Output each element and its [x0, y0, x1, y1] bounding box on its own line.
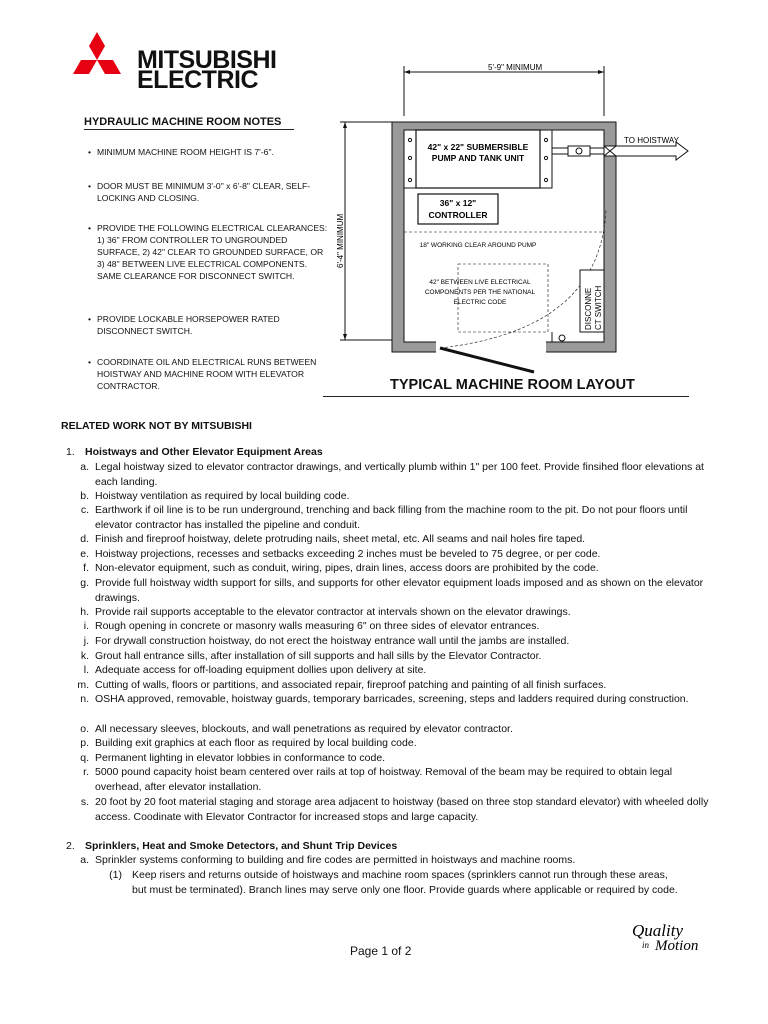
- machine-room-diagram: [300, 58, 700, 398]
- list-item: e. Hoistway projections, recesses and setbacks exceeding 2 inches must be beveled to 75 degree, or per code.: [80, 548, 601, 560]
- title-underline: [323, 396, 689, 397]
- note-item: • MINIMUM MACHINE ROOM HEIGHT IS 7'-6".: [88, 147, 274, 157]
- note-item: • PROVIDE LOCKABLE HORSEPOWER RATED DISCONNECT SWITCH.: [88, 314, 280, 336]
- height-dimension-label: 6'-4" MINIMUM: [336, 213, 345, 268]
- svg-text:in: in: [642, 940, 650, 950]
- svg-text:Quality: Quality: [632, 921, 683, 940]
- brand-name-line-1: MITSUBISHI: [137, 46, 277, 74]
- list-item: j. For drywall construction hoistway, do not erect the hoistway entrance wall until the jambs are installed.: [83, 635, 570, 647]
- hoistway-label: TO HOISTWAY: [624, 136, 679, 145]
- list-item: m. Cutting of walls, floors or partitions, and associated repair, fireproof patching and painting of all finish surfaces.: [77, 679, 607, 691]
- live-clearance-label-1: 42" BETWEEN LIVE ELECTRICAL: [429, 279, 531, 286]
- svg-text:Motion: Motion: [655, 938, 699, 954]
- note-item: • COORDINATE OIL AND ELECTRICAL RUNS BETWEEN HOISTWAY AND MACHINE ROOM WITH ELEVATOR CONTRACTOR.: [88, 357, 317, 391]
- disconnect-label-2: CT SWITCH: [594, 285, 603, 330]
- notes-heading: HYDRAULIC MACHINE ROOM NOTES: [84, 116, 294, 130]
- pump-label-line-2: PUMP AND TANK UNIT: [431, 153, 525, 163]
- list-item: a. Legal hoistway sized to elevator contractor drawings, and vertically plumb within 1" per 100 feet. Provide finsihed floor elevations at each landing.: [80, 461, 704, 488]
- list-item: a. Sprinkler systems conforming to building and fire codes are permitted in hoistways and machine rooms.: [80, 854, 576, 866]
- section-heading: 2. Sprinklers, Heat and Smoke Detectors, and Shunt Trip Devices: [66, 840, 398, 852]
- list-item: g. Provide full hoistway width support for sills, and supports for other elevator equipment loads imposed and as shown on the elevator drawings.: [80, 577, 704, 604]
- mitsubishi-three-diamonds-logo: [60, 32, 134, 90]
- diagram-title: TYPICAL MACHINE ROOM LAYOUT: [390, 377, 635, 393]
- list-item: s. 20 foot by 20 foot material staging and storage area adjacent to hoistway (based on three stop standard elevator) with wheeled dolly access. Coodinate with Elevator Contractor for increased stops and large capacity.: [80, 796, 709, 823]
- section-heading: 1. Hoistways and Other Elevator Equipment Areas: [66, 446, 323, 458]
- quality-in-motion-logo: [628, 916, 724, 956]
- controller-label-line-2: CONTROLLER: [428, 210, 488, 220]
- list-item: r. 5000 pound capacity hoist beam centered over rails at top of hoistway. Removal of the beam may be required to obtain legal overhead, after elevator installation.: [83, 766, 673, 793]
- related-work-heading: RELATED WORK NOT BY MITSUBISHI: [61, 420, 252, 432]
- list-item: p. Building exit graphics at each floor as required by local building code.: [80, 737, 417, 749]
- note-item: • DOOR MUST BE MINIMUM 3'-0" x 6'-8" CLEAR, SELF-LOCKING AND CLOSING.: [88, 181, 311, 203]
- live-clearance-label-2: COMPONENTS PER THE NATIONAL: [424, 289, 536, 296]
- list-item: f. Non-elevator equipment, such as conduit, wiring, pipes, drain lines, access doors are prohibited by the code.: [83, 562, 599, 574]
- list-item: h. Provide rail supports acceptable to the elevator contractor at intervals shown on the elevator drawings.: [80, 606, 571, 618]
- list-item: i. Rough opening in concrete or masonry walls measuring 6" on three sides of elevator entrances.: [83, 620, 540, 632]
- pump-label-line-1: 42" x 22" SUBMERSIBLE: [427, 142, 529, 152]
- list-item: (1) Keep risers and returns outside of hoistways and machine room spaces (sprinklers cannot run through these areas, but must be terminated). Branch lines may serve only one floor. Provide guards where applicable or required by code.: [109, 869, 678, 896]
- list-item: b. Hoistway ventilation as required by local building code.: [80, 490, 350, 502]
- brand-name-line-2: ELECTRIC: [137, 66, 258, 94]
- disconnect-label-1: DISCONNE: [584, 287, 593, 330]
- note-item: • PROVIDE THE FOLLOWING ELECTRICAL CLEARANCES: 1) 36" FROM CONTROLLER TO UNGROUNDED SURFACE, 2) 42" CLEAR TO GROUNDED SURFACE, OR 3) 48" BETWEEN LIVE ELECTRICAL COMPONENTS. SAME CLEARANCE FOR DISCONNECT SWITCH.: [88, 223, 328, 281]
- controller-label-line-1: 36" x 12": [439, 198, 477, 208]
- page-number: Page 1 of 2: [350, 944, 412, 958]
- width-dimension-label: 5'-9" MINIMUM: [488, 63, 543, 72]
- pump-clearance-label: 18" WORKING CLEAR AROUND PUMP: [419, 242, 537, 249]
- list-item: k. Grout hall entrance sills, after installation of sill supports and hall sills by the Elevator Contractor.: [80, 650, 542, 662]
- live-clearance-label-3: ELECTRIC CODE: [453, 299, 507, 306]
- list-item: o. All necessary sleeves, blockouts, and wall penetrations as required by elevator contractor.: [80, 723, 513, 735]
- list-item: n. OSHA approved, removable, hoistway guards, temporary barricades, screening, steps and ladders required during construction.: [80, 693, 689, 705]
- list-item: c. Earthwork if oil line is to be run underground, trenching and back filling from the machine room to the pit. Do not pour floors until elevator contractor has installed the pipeline and conduit.: [80, 504, 688, 531]
- list-item: l. Adequate access for off-loading equipment dollies upon delivery at site.: [83, 664, 427, 676]
- list-item: q. Permanent lighting in elevator lobbies in conformance to code.: [80, 752, 386, 764]
- list-item: d. Finish and fireproof hoistway, delete protruding nails, sheet metal, etc. All seams and nail holes fire taped.: [80, 533, 586, 545]
